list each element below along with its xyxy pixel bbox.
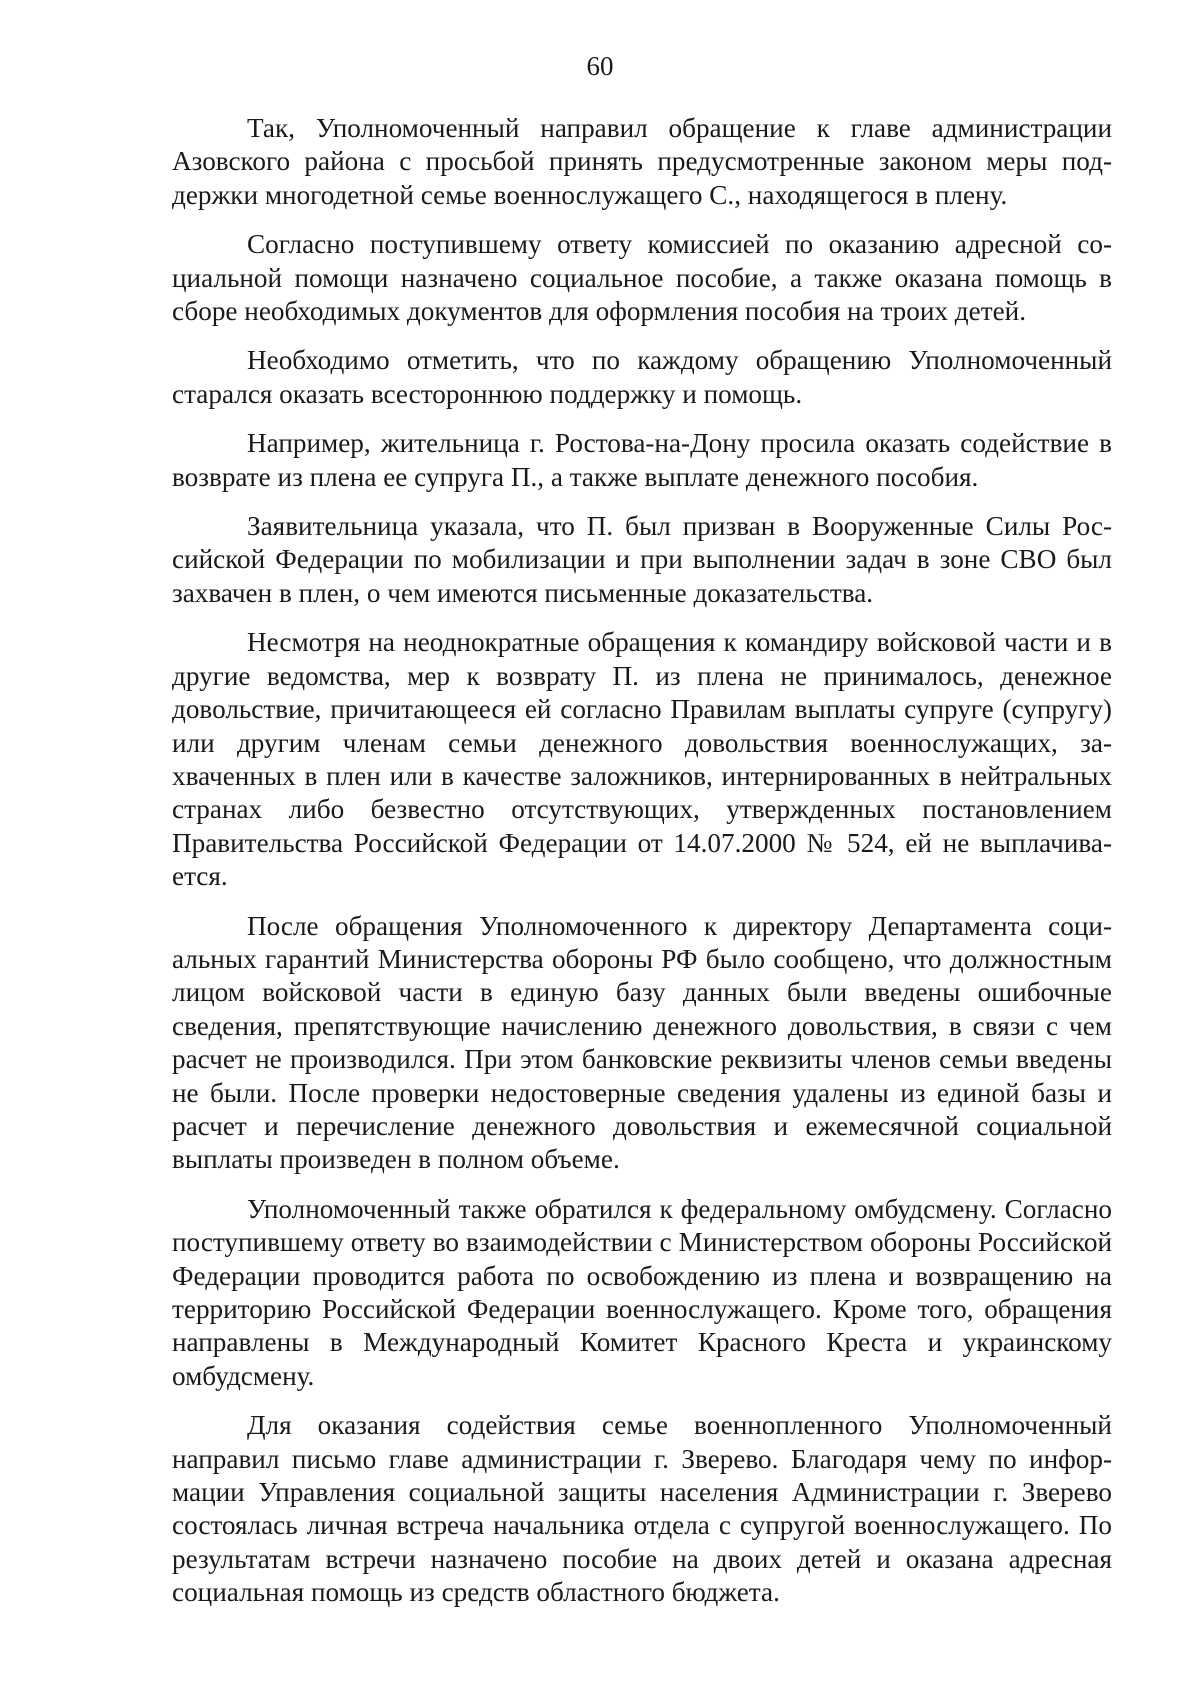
paragraph-8: Уполномоченный также обратился к федеральному омбудсмену. Согласно поступившему ответу во взаимодействии с Министерством обороны Российской Федерации проводится работа по освобождению из плена и возвращению на территорию Российской Федерации военнослужащего. Кроме того, обращения направлены в Международный Комитет Красного Креста и украинскому омбудсмену. [172,1193,1112,1391]
body-text [172,112,1112,1626]
paragraph-3: Необходимо отметить, что по каждому обращению Уполномоченный старался оказать всестороннюю поддержку и помощь. [172,345,1112,409]
page-number: 60 [586,51,614,81]
paragraph-7: После обращения Уполномоченного к директору Департамента социальных гарантий Министерства обороны РФ было сообщено, что должностным лицом войсковой части в единую базу данных были введены ошибочные сведения, препятствующие начислению денежного довольствия, в связи с чем расчет не производился. При этом банковские реквизиты членов семьи введены не были. После проверки недостоверные сведения удалены из единой базы и расчет и перечисление денежного довольствия и ежемесячной социальной выплаты произведен в полном объеме. [172,910,1112,1175]
paragraph-5: Заявительница указала, что П. был призван в Вооруженные Силы Российской Федерации по мобилизации и при выполнении задач в зоне СВО был захвачен в плен, о чем имеются письменные доказательства. [172,511,1112,608]
paragraph-6: Несмотря на неоднократные обращения к командиру войсковой части и в другие ведомства, мер к возврату П. из плена не принималось, денежное довольствие, причитающееся ей согласно Правилам выплаты супруге (супругу) или другим членам семьи денежного довольствия военнослужащих, захваченных в плен или в качестве заложников, интернированных в нейтральных странах либо безвестно отсутствующих, утвержденных постановлением Правительства Российской Федерации от 14.07.2000 № 524, ей не выплачивается. [172,627,1112,892]
paragraph-9: Для оказания содействия семье военнопленного Уполномоченный направил письмо главе администрации г. Зверево. Благодаря чему по информации Управления социальной защиты населения Администрации г. Зверево состоялась личная встреча начальника отдела с супругой военнослужащего. По результатам встречи назначено пособие на двоих детей и оказана адресная социальная помощь из средств областного бюджета. [172,1410,1112,1608]
paragraph-1: Так, Уполномоченный направил обращение к главе администрации Азовского района с просьбой принять предусмотренные законом меры поддержки многодетной семье военнослужащего С., находящегося в плену. [172,113,1112,210]
paragraph-2: Согласно поступившему ответу комиссией по оказанию адресной социальной помощи назначено социальное пособие, а также оказана помощь в сборе необходимых документов для оформления пособия на троих детей. [172,229,1112,327]
paragraph-4: Например, жительница г. Ростова-на-Дону просила оказать содействие в возврате из плена ее супруга П., а также выплате денежного пособия. [172,428,1112,492]
